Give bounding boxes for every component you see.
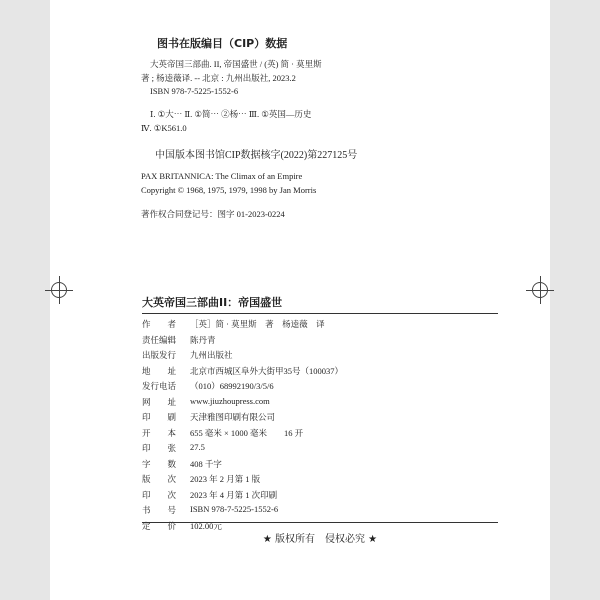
info-row-value: 2023 年 4 月第 1 次印刷 bbox=[190, 489, 278, 500]
copyright-page bbox=[50, 0, 550, 600]
info-row-label-part: 刷 bbox=[167, 412, 176, 422]
info-row bbox=[142, 473, 502, 487]
info-row-label-part: 张 bbox=[167, 443, 176, 453]
info-row-value: ［英］简 · 莫里斯 著 杨逵薇 译 bbox=[190, 319, 325, 329]
info-row-label bbox=[142, 427, 176, 439]
info-row-value: 655 毫米 × 1000 毫米 16 开 bbox=[190, 427, 304, 438]
rights-notice: ★ 版权所有 侵权必究 ★ bbox=[262, 534, 378, 545]
info-row-label bbox=[142, 489, 176, 501]
info-row-label bbox=[142, 396, 176, 408]
cip-line-5: Ⅳ. ①K561.0 bbox=[141, 123, 187, 133]
info-row-label bbox=[142, 349, 176, 361]
info-row-label-part: 次 bbox=[167, 489, 176, 500]
info-row-label-part: 字 bbox=[142, 458, 151, 469]
info-row-label-part: 价 bbox=[167, 520, 176, 531]
info-row bbox=[142, 380, 502, 394]
info-row-value: 2023 年 2 月第 1 版 bbox=[190, 474, 261, 484]
info-row-value: 九州出版社 bbox=[190, 350, 233, 360]
info-row-value: 北京市西城区阜外大街甲35号（100037） bbox=[190, 365, 344, 376]
info-row-label-part: 址 bbox=[167, 396, 176, 407]
info-row-value: ISBN 978-7-5225-1552-6 bbox=[190, 504, 279, 514]
title-rule bbox=[142, 313, 498, 314]
info-row-label-part: 开 bbox=[142, 427, 151, 438]
info-row-value: 天津雅图印刷有限公司 bbox=[190, 412, 276, 422]
info-row-label-part: 发行电话 bbox=[142, 381, 177, 391]
bottom-rule bbox=[142, 522, 498, 523]
original-copyright-line: Copyright © 1968, 1975, 1979, 1998 by Jan Morris bbox=[141, 185, 317, 195]
cip-line-4: Ⅰ. ①大⋯ Ⅱ. ①简⋯ ②杨⋯ Ⅲ. ①英国—历史 bbox=[150, 109, 312, 119]
info-row-label bbox=[142, 411, 176, 423]
registration-number: 著作权合同登记号：图字 01-2023-0224 bbox=[141, 209, 285, 219]
info-row bbox=[142, 396, 502, 410]
info-row-label-part: 地 bbox=[142, 365, 151, 376]
info-row bbox=[142, 458, 502, 472]
info-row-label-part: 书 bbox=[142, 505, 151, 515]
cip-line-1: 大英帝国三部曲. II, 帝国盛世 / (英) 简 · 莫里斯 bbox=[150, 59, 322, 69]
info-row-value: （010）68992190/3/5/6 bbox=[190, 381, 274, 391]
info-row bbox=[142, 489, 502, 503]
info-row-label-part: 数 bbox=[167, 458, 176, 469]
info-row bbox=[142, 504, 502, 518]
cip-line-3: ISBN 978-7-5225-1552-6 bbox=[150, 86, 239, 96]
info-row-label-part: 次 bbox=[167, 474, 176, 484]
info-row bbox=[142, 318, 502, 332]
info-row-value: 102.00元 bbox=[190, 520, 222, 531]
info-row-label-part: 者 bbox=[167, 319, 176, 329]
info-row bbox=[142, 411, 502, 425]
info-row-label bbox=[142, 334, 176, 346]
info-row-label-part: 印 bbox=[142, 412, 151, 422]
info-row-value: 27.5 bbox=[190, 442, 205, 452]
info-row-label-part: 责任编辑 bbox=[142, 334, 177, 345]
info-row-label-part: 印 bbox=[142, 489, 151, 500]
info-row-label bbox=[142, 504, 176, 516]
info-row bbox=[142, 334, 502, 348]
info-row-label bbox=[142, 458, 176, 470]
info-row-value: 陈丹青 bbox=[190, 334, 216, 345]
info-row-label-part: 址 bbox=[167, 365, 176, 376]
cip-number-line: 中国版本图书馆CIP数据核字(2022)第227125号 bbox=[155, 150, 358, 161]
info-row-label-part: 本 bbox=[167, 427, 176, 438]
info-row-label-part: 作 bbox=[142, 319, 151, 329]
info-row-label bbox=[142, 365, 176, 377]
info-row-label-part: 网 bbox=[142, 396, 151, 407]
info-row bbox=[142, 442, 502, 456]
info-row-label-part: 出版发行 bbox=[142, 350, 177, 360]
info-row-label bbox=[142, 442, 176, 454]
info-row-label-part: 版 bbox=[142, 474, 151, 484]
cip-heading: 图书在版编目（CIP）数据 bbox=[157, 37, 288, 50]
info-row-label-part: 号 bbox=[167, 505, 176, 515]
info-row-value: 408 千字 bbox=[190, 458, 222, 469]
info-row bbox=[142, 365, 502, 379]
cip-line-2: 著 ; 杨逵薇译. -- 北京 : 九州出版社, 2023.2 bbox=[141, 73, 296, 83]
info-row-label bbox=[142, 380, 176, 392]
info-row-label bbox=[142, 318, 176, 330]
info-row-label-part: 定 bbox=[142, 520, 151, 531]
info-row bbox=[142, 349, 502, 363]
book-title: 大英帝国三部曲II：帝国盛世 bbox=[142, 296, 283, 309]
info-row bbox=[142, 427, 502, 441]
info-row-label-part: 印 bbox=[142, 443, 151, 453]
info-row-label bbox=[142, 473, 176, 485]
original-title-line: PAX BRITANNICA: The Climax of an Empire bbox=[141, 171, 303, 181]
info-row-value: www.jiuzhoupress.com bbox=[190, 395, 270, 406]
